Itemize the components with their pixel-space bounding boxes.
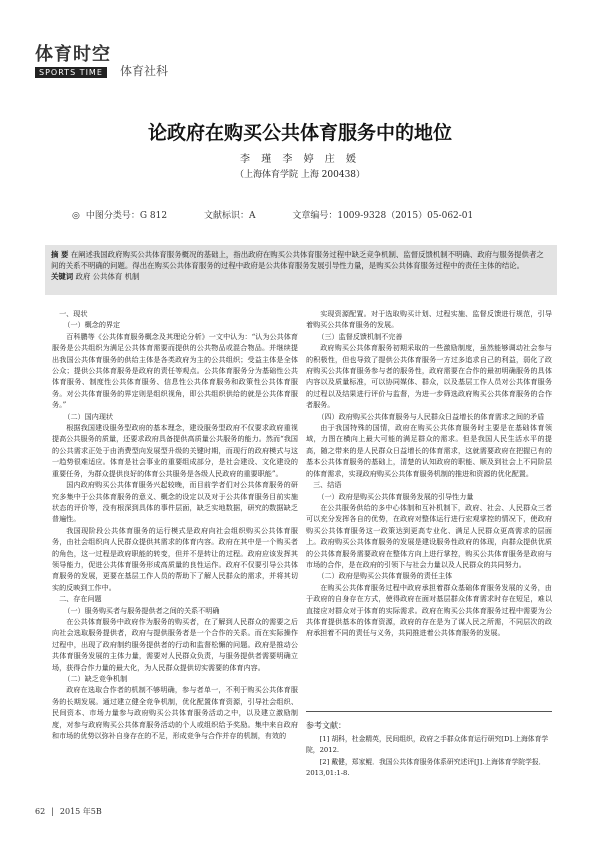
article-meta [72, 208, 507, 221]
paragraph: 根据我国建设服务型政府的基本理念，建设服务型政府不仅要求政府重视提高公共服务的质量，还要求政府具备提供高质量公共服务的能力。然而“我国的公共需求正处于由消费型向发展型升级的关键时期，而现行的政府模式与这一趋势很难适应。体育是社会事业的重要组成部分，是社会建设、文化建设的重要任务，为群众提供良好的体育公共服务是各级人民政府的重要职能”。 [52, 423, 298, 478]
paragraph: 在购买公共体育服务过程中政府承担着群众基础体育服务发展的义务，由于政府的自身存在方式，使得政府在面对基层群众体育需求时存在短足，难以直接应对群众对于体育的实际需求。政府在购买公共体育服务过程中需要为公共体育提供基本的体育资源，政府的存在是为了谋人民之所需，不同层次的政府承担着不同的责任与义务，共同推进着公共体育服务的发展。 [306, 582, 552, 638]
section-heading: （一）服务购买者与服务提供者之间的关系不明确 [63, 605, 220, 615]
masthead [35, 40, 175, 78]
page-footer: 62 | 2015 年5B [35, 807, 102, 816]
document-code: 文献标识：A [203, 211, 256, 221]
reference-item: [1] 胡科，杜金精英，民间组织，政府之手群众体育运行研究[D].上海体育学院，2012. [306, 735, 549, 754]
authors: 李 瑾 李 婷 庄 媛 [240, 154, 360, 165]
paragraph: 由于我国特殊的国情，政府在购买公共体育服务时主要是在基础体育领域，力图在横向上最大可能的满足群众的需求。但是我国人民生活水平的提高，随之带来的是人民群众日益增长的体育需求，这就需要政府在把握已有的基本公共体育服务的基础上，清楚的认知政府的职能、顺及到社会上不同阶层的体育需求，实现政府购买公共体育服务机制的推进和资源的优化配置。 [306, 423, 552, 478]
keywords-label: 关键词 [51, 272, 74, 281]
article-number: 文章编号：1009-9328（2015）05-062-01 [292, 211, 474, 221]
section-heading: （一）政府是购买公共体育服务发展的引导性力量 [317, 491, 474, 501]
brand-name-cn: 体育时空 [35, 44, 111, 65]
paragraph: 实现资源配置。对于选取购买计划、过程实施、监督反馈进行规范，引导着购买公共体育服务的发展。 [306, 309, 552, 330]
section-heading: （三）监督反馈机制不完善 [317, 331, 403, 341]
paragraph: 政府在选取合作者的机制不够明确，参与者单一，不利于购买公共体育服务的长期发展。通过建立健全竞争机制，优化配置体育资源，引导社会组织、民间资本、市场力量参与政府购买公共体育服务活动之中，以及建立激励制度，对参与政府购买公共体育服务活动的个人或组织给予奖励。集中来自政府和市场的优势以弥补自身存在的不足，形成竞争与合作并存的机制，有效的 [52, 685, 298, 741]
references-divider [306, 711, 552, 712]
section-heading: 二、存在问题 [59, 594, 102, 604]
brand-name-en: SPORTS TIME [35, 67, 107, 78]
section-heading: （一）概念的界定 [63, 320, 121, 330]
abstract-text: 在阐述我国政府购买公共体育服务概况的基础上，指出政府在购买公共体育服务过程中缺乏竞争机制、监督反馈机制不明确、政府与服务提供者之间的关系不明确的问题。得出在购买公共体育服务的过程中政府是公共体育服务发展引导性力量，是购买公共体育服务过程中的责任主体的结论。 [51, 250, 544, 270]
reference-item: [2] 戴健，郑家鲲．我国公共体育服务体系研究述评[J].上海体育学院学报．2013,01:1-8. [306, 758, 546, 777]
article-title: 论政府在购买公共体育服务中的地位 [147, 122, 452, 144]
keywords: 政府 公共体育 机制 [75, 272, 140, 281]
body-column-left [52, 308, 298, 741]
abstract-label: 摘 要 [51, 250, 69, 259]
affiliation: （上海体育学院 上海 200438） [234, 170, 366, 180]
section-heading: （二）国内现状 [63, 411, 114, 421]
paragraph: 国内政府购买公共体育服务兴起较晚，而目前学者们对公共体育服务的研究多集中于公共体育服务的意义、概念的设定以及对于公共体育服务目前实施状态的评价等，没有根深到具体的事件层面，缺乏实地数据，研究的数据缺乏普遍性。 [52, 480, 298, 524]
paragraph: 政府购买公共体育服务初期采取的一些激励制度，虽然能够调动社会参与的积极性，但也导致了提供公共体育服务一方过多追求自己的利益，弱化了政府购买公共体育服务参与者的服务性，政府需要在合作的最初明确服务的具体内容以及质量标准，可以协同媒体、群众，以及基层工作人员对公共体育服务的过程以及结果进行评价与监督，为进一步筛选政府购买公共体育服务的合作者服务。 [306, 343, 552, 410]
section-heading: （二）缺乏竞争机制 [63, 674, 128, 683]
abstract-box [45, 245, 557, 295]
paragraph: 在公共服务供给的多中心体制和互补机制下，政府、社会、人民群众三者可以充分发挥各自的优势，在政府对整体运行进行宏观掌控的情况下，使政府购买公共体育服务这一政策达到更高专业化、满足人民群众更高需求的层面上。政府购买公共体育服务的发展是建设服务性政府的体现，向群众提供优质的公共体育服务需要政府在整体方向上进行掌控，购买公共体育服务是政府与市场的合作，是在政府的引领下与社会力量以及人民群众的共同努力。 [306, 502, 552, 569]
references-title: 参考文献： [306, 721, 346, 730]
clc-number: 中图分类号：G 812 [85, 211, 168, 221]
issue-label: 2015 年5B [59, 807, 102, 816]
section-heading: 一、现状 [59, 309, 88, 318]
paragraph: 在公共体育服务中政府作为服务的购买者，在了解到人民群众的需要之后向社会选取服务提供者，政府与提供服务者是一个合作的关系。而在实际操作过程中，出现了政府制约服务提供者的行动和监督松懈的问题。政府是推动公共体育服务发展的主体力量，需要对人民群众负责，与服务提供者需要明确立场，获得合作力量的最大化，为人民群众提供切实需要的体育内容。 [52, 616, 298, 672]
section-heading: （四）政府购买公共体育服务与人民群众日益增长的体育需求之间的矛盾 [317, 411, 545, 421]
paragraph: 我国现阶段公共体育服务的运行模式是政府向社会组织购买公共体育服务，由社会组织向人民群众提供其需求的体育内容。政府在其中是一个购买者的角色，这一过程是政府职能的转变，但并不是转让的过程。政府应该发挥其领导能力，促进公共体育服务形成高质量的良性运作。政府不仅要引导公共体育服务的发展，更要在基层工作人员的帮助下了解人民群众的需求，并将其切实的反映到工作中。 [52, 525, 298, 592]
section-heading: 三、结语 [313, 480, 342, 490]
paragraph: 百科鹏等《公共体育服务概念及其理论分析》一文中认为：“认为公共体育服务是公共组织为满足公共体育需要而提供的公共物品或混合物品。并继续提出我国公共体育服务的供给主体是各类政府为主的公共组织；受益主体是全体公众；提供公共体育服务是政府的责任等观点。公共体育服务分为基础性公共体育服务、制度性公共体育服务、信息性公共体育服务和政策性公共体育服务。对公共体育服务的界定则是组织视角，即公共组织供给的就是公共体育服务。” [52, 331, 298, 410]
column-label: 体育社科 [120, 64, 169, 78]
body-column-right [306, 308, 552, 639]
page-number: 62 [35, 807, 46, 816]
section-heading: （二）政府是购买公共体育服务的责任主体 [317, 571, 453, 581]
bullet-icon: ◎ [72, 211, 80, 221]
references-list [306, 734, 552, 780]
